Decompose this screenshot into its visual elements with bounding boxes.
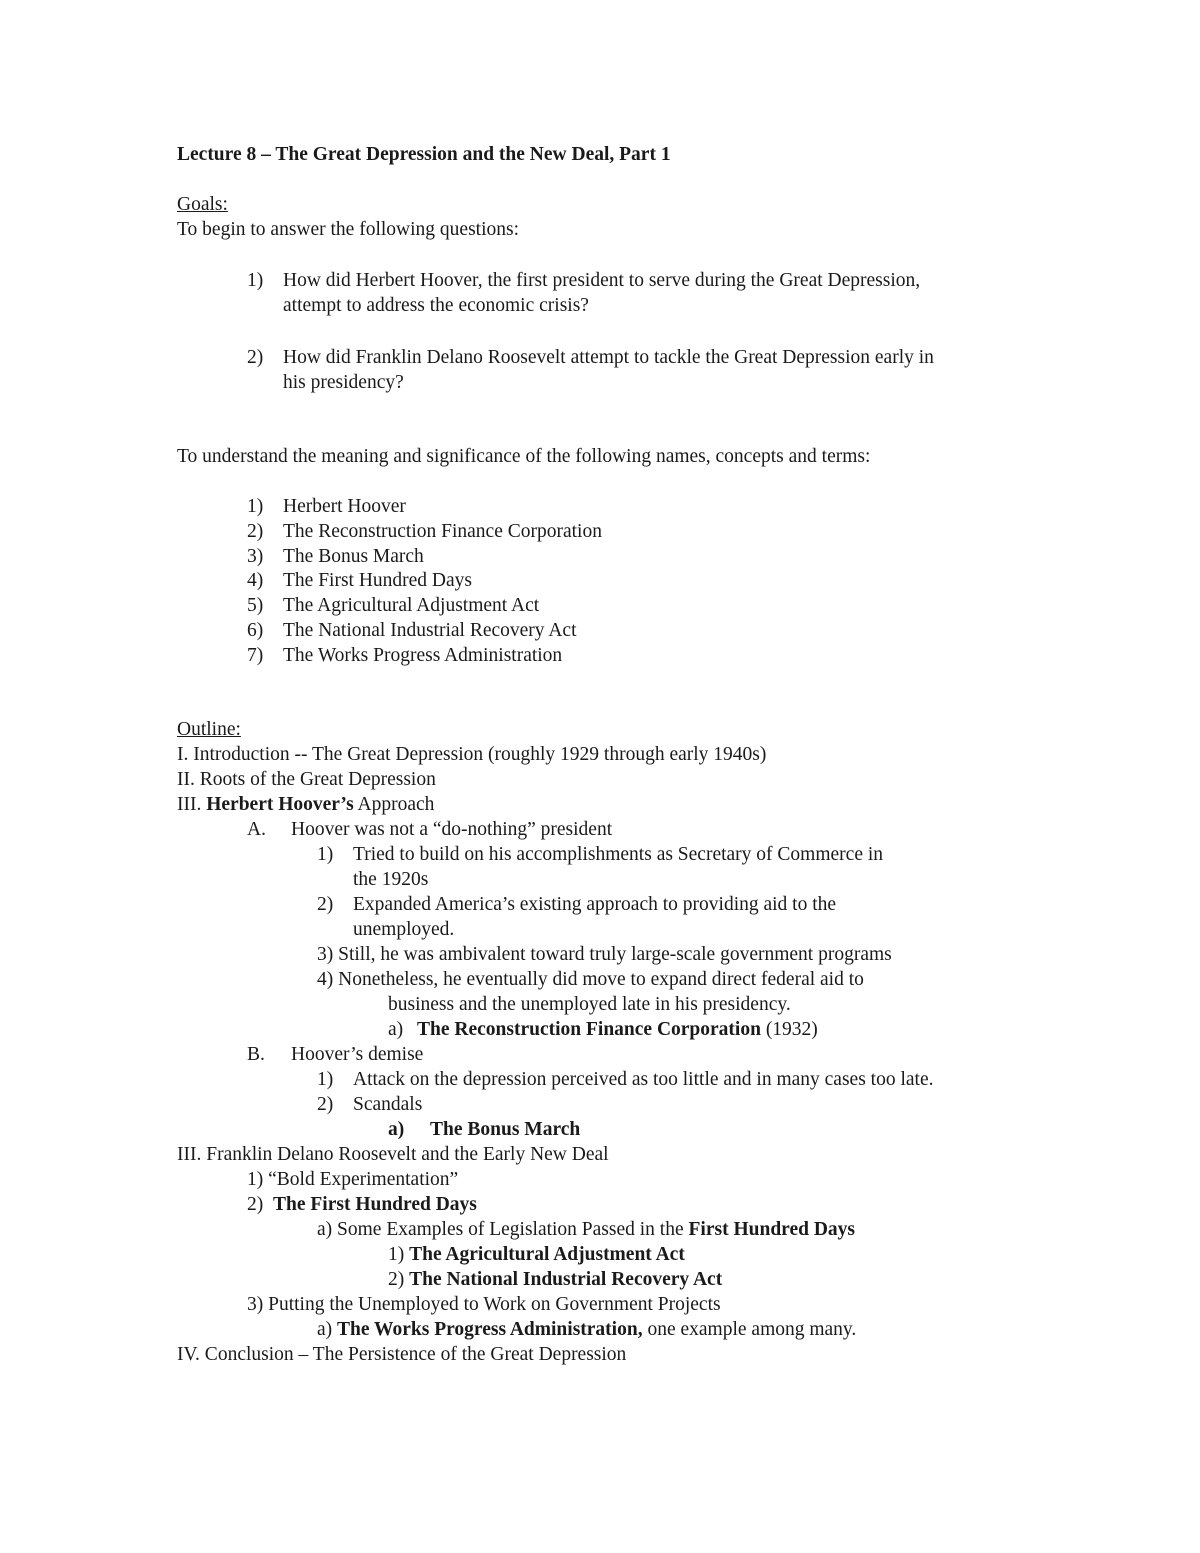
term-item (247, 619, 577, 644)
outline-letter: a) (317, 1319, 338, 1340)
question-item (247, 269, 920, 294)
outline-letter: A. (247, 819, 266, 840)
outline-text: Scandals (353, 1094, 423, 1115)
outline-number: 2) (317, 894, 334, 915)
term-text: The Works Progress Administration (283, 645, 563, 666)
outline-subitem (317, 1068, 934, 1093)
outline-subitem: 1) “Bold Experimentation” (247, 1169, 459, 1190)
outline-text: Expanded America’s existing approach to providing aid to the (353, 894, 837, 915)
outline-subitem (247, 1043, 423, 1068)
outline-text-cont: unemployed. (353, 919, 455, 940)
outline-subitem (388, 1018, 818, 1043)
outline-subitem (317, 1218, 855, 1243)
question-item (247, 346, 934, 371)
outline-number: 2) (388, 1269, 410, 1290)
outline-subitem (388, 1268, 722, 1293)
term-item (247, 495, 406, 520)
outline-text-cont: business and the unemployed late in his presidency. (388, 994, 791, 1015)
outline-subitem (317, 1093, 422, 1118)
outline-text: Tried to build on his accomplishments as Secretary of Commerce in (353, 844, 884, 865)
goals-heading: Goals: (177, 194, 228, 215)
term-text: The Agricultural Adjustment Act (283, 595, 540, 616)
outline-text: a) Some Examples of Legislation Passed in the (317, 1219, 689, 1240)
term-number: 2) (247, 521, 264, 542)
outline-subitem (388, 1243, 685, 1268)
outline-subitem (317, 843, 883, 868)
term-text: The Reconstruction Finance Corporation (283, 521, 602, 542)
term-text: Herbert Hoover (283, 496, 406, 517)
term-text: The National Industrial Recovery Act (283, 620, 577, 641)
question-text-cont: his presidency? (283, 372, 404, 393)
outline-subitem: 4) Nonetheless, he eventually did move to expand direct federal aid to (317, 969, 864, 990)
outline-number: 2) (317, 1094, 334, 1115)
document-title: Lecture 8 – The Great Depression and the New Deal, Part 1 (177, 144, 671, 165)
outline-bold-term: The Bonus March (430, 1119, 581, 1140)
term-item (247, 594, 539, 619)
outline-number: 2) (247, 1194, 273, 1215)
outline-item: I. Introduction -- The Great Depression (roughly 1929 through early 1940s) (177, 744, 767, 765)
outline-text: one example among many. (642, 1319, 857, 1340)
term-item (247, 545, 424, 570)
term-item (247, 569, 472, 594)
term-number: 3) (247, 546, 264, 567)
outline-bold-term: The Reconstruction Finance Corporation (417, 1019, 761, 1040)
term-item (247, 644, 562, 669)
outline-subitem (247, 1193, 477, 1218)
question-text: How did Herbert Hoover, the first president to serve during the Great Depression, (283, 270, 921, 291)
outline-item: IV. Conclusion – The Persistence of the Great Depression (177, 1344, 627, 1365)
outline-text: Hoover’s demise (291, 1044, 424, 1065)
outline-bold-term: The National Industrial Recovery Act (409, 1269, 723, 1290)
outline-number: 1) (317, 1069, 334, 1090)
outline-subitem (317, 893, 836, 918)
outline-text: Hoover was not a “do-nothing” president (291, 819, 613, 840)
term-text: The First Hundred Days (283, 570, 473, 591)
outline-subitem: 3) Still, he was ambivalent toward truly large-scale government programs (317, 944, 892, 965)
question-number: 2) (247, 347, 264, 368)
outline-item: III. Franklin Delano Roosevelt and the Early New Deal (177, 1144, 609, 1165)
outline-subitem (317, 1318, 856, 1343)
outline-number: 1) (388, 1244, 410, 1265)
outline-letter: B. (247, 1044, 265, 1065)
outline-text: Approach (353, 794, 435, 815)
outline-letter: a) (388, 1119, 405, 1140)
term-text: The Bonus March (283, 546, 424, 567)
question-number: 1) (247, 270, 264, 291)
outline-bold-term: The Agricultural Adjustment Act (409, 1244, 685, 1265)
outline-bold-term: Herbert Hoover’s (206, 794, 354, 815)
outline-prefix: III. (177, 794, 207, 815)
outline-subitem (247, 818, 612, 843)
term-item (247, 520, 602, 545)
term-number: 1) (247, 496, 264, 517)
outline-heading: Outline: (177, 719, 241, 740)
outline-text: (1932) (760, 1019, 818, 1040)
term-number: 5) (247, 595, 264, 616)
outline-bold-term: First Hundred Days (688, 1219, 856, 1240)
terms-intro: To understand the meaning and significance of the following names, concepts and terms: (177, 446, 871, 467)
outline-bold-term: The Works Progress Administration, (337, 1319, 643, 1340)
outline-subitem (388, 1118, 580, 1143)
term-number: 4) (247, 570, 264, 591)
outline-number: 1) (317, 844, 334, 865)
question-text-cont: attempt to address the economic crisis? (283, 295, 589, 316)
question-text: How did Franklin Delano Roosevelt attempt to tackle the Great Depression early in (283, 347, 934, 368)
term-number: 6) (247, 620, 264, 641)
outline-subitem: 3) Putting the Unemployed to Work on Government Projects (247, 1294, 721, 1315)
term-number: 7) (247, 645, 264, 666)
outline-text: Attack on the depression perceived as too little and in many cases too late. (353, 1069, 934, 1090)
goals-intro: To begin to answer the following questions: (177, 219, 520, 240)
outline-letter: a) (388, 1019, 404, 1040)
outline-item: II. Roots of the Great Depression (177, 769, 436, 790)
outline-text-cont: the 1920s (353, 869, 429, 890)
outline-bold-term: The First Hundred Days (273, 1194, 477, 1215)
outline-item (177, 793, 434, 818)
